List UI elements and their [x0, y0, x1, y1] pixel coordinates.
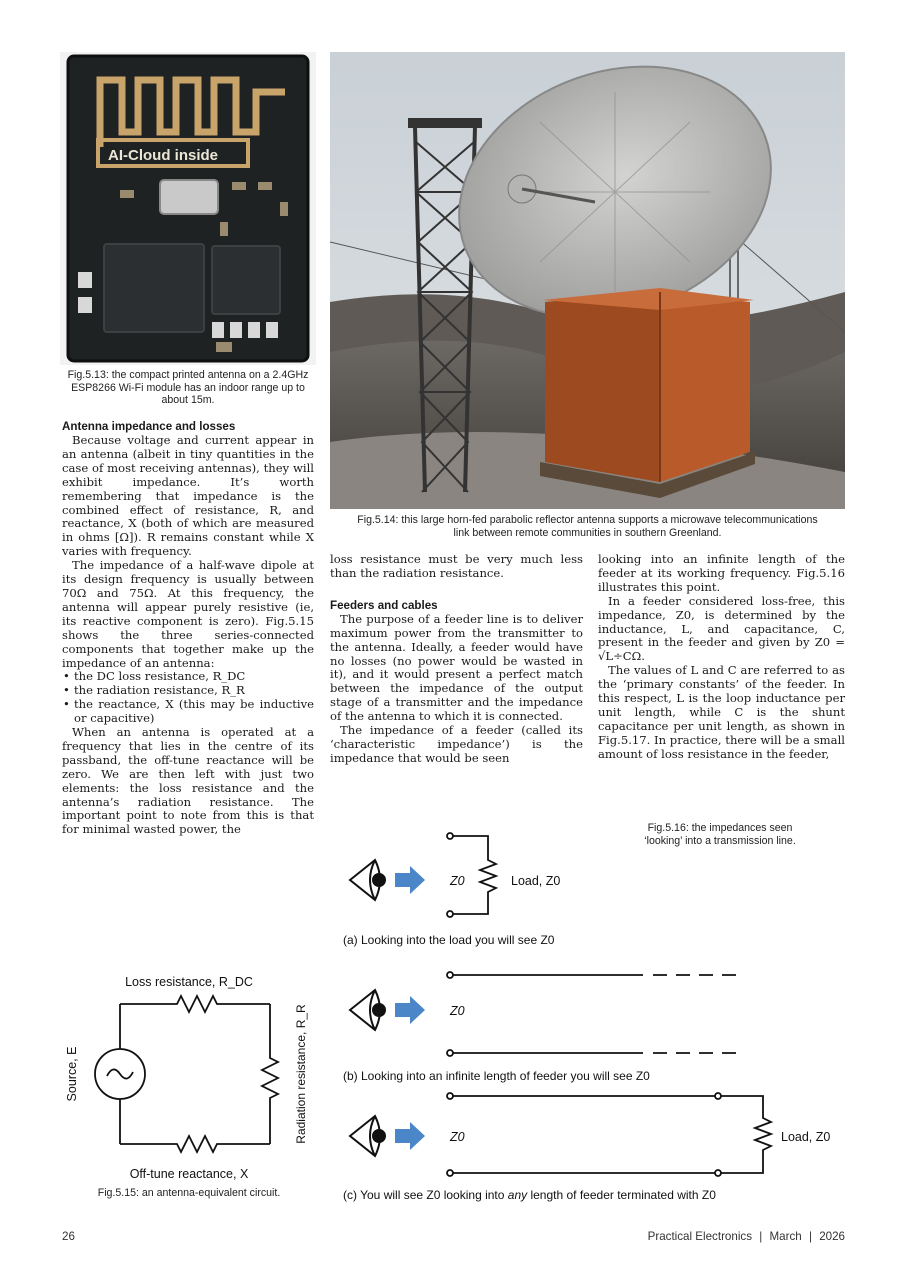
footer-separator: |: [759, 1230, 763, 1243]
issue-year: 2026: [819, 1230, 845, 1243]
circuit-wires: [95, 996, 278, 1152]
col3-paragraph-0: looking into an infinite length of the feeder at its working frequency. Fig.5.16 illustrates this point.: [598, 552, 845, 594]
board-text: AI-Cloud inside: [108, 147, 218, 164]
col3-paragraph-2: The values of L and C are referred to as the ‘primary constants’ of the feeder. In this respect, L is the loop inductance per unit length, while C is the shunt capacitance per unit length, as shown in Fig.5.17. In practice, there will be a small amount of loss resistance in the feeder,: [598, 663, 845, 761]
list-item: • the radiation resistance, R_R: [74, 684, 314, 698]
eye-icon: [350, 990, 385, 1030]
load-label: Load, Z0: [511, 874, 561, 888]
z0-label: Z0: [450, 874, 465, 888]
fig16c: [343, 1093, 830, 1202]
col2-paragraph-2: The impedance of a feeder (called its ‘characteristic impedance’) is the impedance that would be seen: [330, 723, 583, 765]
arrow-icon: [395, 996, 425, 1024]
fig14-photo: [330, 52, 845, 509]
column-2: [330, 553, 583, 766]
eye-icon: [350, 860, 385, 900]
fig16a-label: (a) Looking into the load you will see Z0: [343, 933, 555, 947]
col1-paragraph-3: When an antenna is operated at a frequency that lies in the centre of its passband, the off-tune reactance will be zero. We are then left with just two elements: the loss resistance and the antenna’s radiation resistance. The important point to note from this is that for minimal wasted power, the: [62, 725, 314, 837]
fig16b-label: (b) Looking into an infinite length of feeder you will see Z0: [343, 1069, 650, 1083]
fig16c-label-pre: (c) You will see Z0 looking into: [343, 1188, 505, 1202]
radiation-resistance-label: Radiation resistance, R_R: [294, 1004, 308, 1144]
col1-paragraph-2: The impedance of a half-wave dipole at its design frequency is usually between 70Ω and 75Ω. At this frequency, the antenna will appear purely resistive (ie, its reactive component is zero). Fig.5.15 shows the three series-connected components that together make up the impedance of an antenna:: [62, 558, 314, 670]
arrow-icon: [395, 866, 425, 894]
fig15-circuit: [62, 966, 316, 1186]
fig13-photo: [60, 52, 316, 365]
fig15-caption: Fig.5.15: an antenna-equivalent circuit.: [97, 1187, 281, 1199]
col1-paragraph-1: Because voltage and current appear in an antenna (albeit in tiny quantities in the case of most receiving antennas), they will exhibit impedance. It’s worth remembering that impedance is the combined effect of resistance, R, and reactance, X (both of which are measured in ohms [Ω]). R remains constant while X varies with frequency.: [62, 433, 314, 559]
parabolic-antenna-illustration: [330, 52, 845, 509]
footer-separator: |: [808, 1230, 812, 1243]
col3-paragraph-1: In a feeder considered loss-free, this impedance, Z0, is determined by the inductance, L, and capacitance, C, present in the feeder and given by Z0 = √L÷CΩ.: [598, 593, 845, 664]
fig16-caption: Fig.5.16: the impedances seen ‘looking’ into a transmission line.: [644, 822, 796, 847]
z0-label: Z0: [450, 1004, 465, 1018]
fig14-caption: Fig.5.14: this large horn-fed parabolic reflector antenna supports a microwave telecommunications link between remote communities in southern Greenland.: [357, 514, 818, 539]
col2-paragraph-0: loss resistance must be very much less than the radiation resistance.: [330, 552, 583, 580]
z0-label: Z0: [450, 1130, 465, 1144]
esp8266-module-illustration: [60, 52, 316, 365]
list-item: • the DC loss resistance, R_DC: [74, 670, 314, 684]
fig16-diagram: [335, 826, 855, 1206]
heading-feeders-cables: Feeders and cables: [330, 598, 438, 612]
loss-resistance-label: Loss resistance, R_DC: [125, 975, 253, 989]
load-label: Load, Z0: [781, 1130, 831, 1144]
fig13-caption: Fig.5.13: the compact printed antenna on a 2.4GHz ESP8266 Wi-Fi module has an indoor range up to about 15m.: [67, 369, 309, 407]
issue-month: March: [769, 1230, 802, 1243]
heading-antenna-impedance: Antenna impedance and losses: [62, 420, 236, 433]
fig16c-label-em: any: [507, 1188, 528, 1202]
offtune-reactance-label: Off-tune reactance, X: [129, 1167, 249, 1181]
footer-masthead: [648, 1230, 845, 1243]
source-label: Source, E: [65, 1046, 79, 1102]
column-1: [62, 420, 314, 837]
col2-paragraph-1: The purpose of a feeder line is to deliver maximum power from the transmitter to the antenna. Ideally, a feeder would have no losses (no power would be wasted in it), and it would present a perfect match between the impedance of the output stage of a transmitter and the impedance of the antenna to which it is connected.: [330, 611, 583, 724]
page-number: 26: [62, 1230, 75, 1243]
eye-icon: [350, 1116, 385, 1156]
fig16c-label: [343, 1188, 716, 1202]
column-3: [598, 553, 845, 762]
arrow-icon: [395, 1122, 425, 1150]
impedance-components-list: [62, 670, 314, 726]
fig16c-label-post: length of feeder terminated with Z0: [530, 1188, 716, 1202]
fig16b: [343, 972, 740, 1083]
list-item: • the reactance, X (this may be inductive or capacitive): [74, 698, 314, 726]
magazine-name: Practical Electronics: [647, 1230, 753, 1243]
fig16a: [343, 833, 560, 947]
